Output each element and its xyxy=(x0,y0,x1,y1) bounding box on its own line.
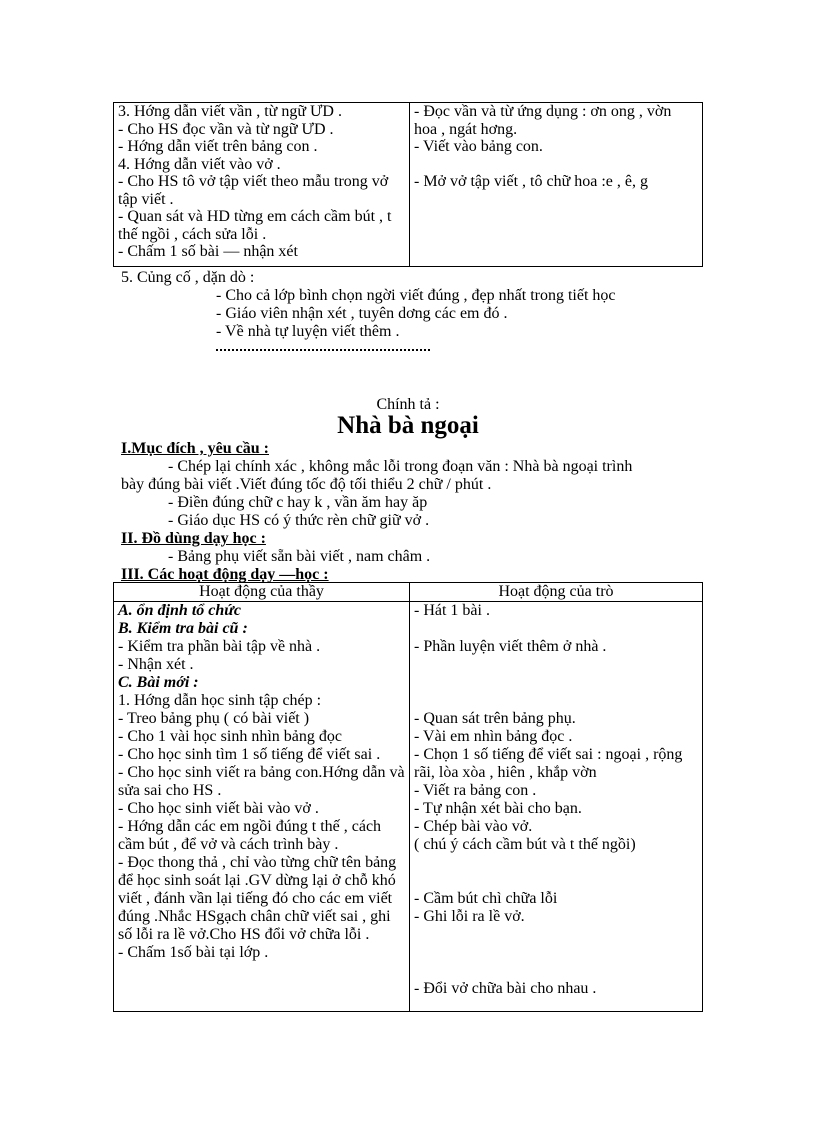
text-line: - Cho học sinh viết bài vào vở . xyxy=(118,800,319,817)
text-line: - Tự nhận xét bài cho bạn. xyxy=(414,800,582,817)
text-line: - Hớng dẫn các em ngồi đúng t thế , cách cầm bút , để vở và cách trình bày . xyxy=(118,818,382,853)
part1-item: bày đúng bài viết .Viết đúng tốc độ tối thiểu 2 chữ / phút . xyxy=(121,476,492,493)
text-line: - Chấm 1số bài tại lớp . xyxy=(118,944,269,961)
teacher-column-header: Hoạt động của thầy xyxy=(114,583,410,602)
text-line: - Vài em nhìn bảng đọc . xyxy=(414,728,573,745)
dotted-separator xyxy=(216,349,430,351)
text-line: - Hớng dẫn viết trên bảng con . xyxy=(118,138,318,155)
text-line: 1. Hớng dẫn học sinh tập chép : xyxy=(118,692,322,709)
text-line: - Quan sát trên bảng phụ. xyxy=(414,710,576,727)
text-line: - Quan sát và HD từng em cách cầm bút , t thế ngồi , cách sửa lỗi . xyxy=(118,208,392,243)
section-5-item: - Cho cả lớp bình chọn ngời viết đúng , đẹp nhất trong tiết học xyxy=(216,287,616,304)
text-line: - Nhận xét . xyxy=(118,656,194,673)
student-column-header: Hoạt động của trò xyxy=(410,583,703,602)
text-line: - Cho học sinh viết ra bảng con.Hớng dẫn và sửa sai cho HS . xyxy=(118,764,405,799)
text-line: - Đổi vở chữa bài cho nhau . xyxy=(414,980,597,997)
section-5-heading: 5. Củng cố , dặn dò : xyxy=(121,269,255,286)
text-line: - Phần luyện viết thêm ở nhà . xyxy=(414,638,607,655)
lesson-subject: Chính tả : xyxy=(376,396,440,413)
text-line: - Viết vào bảng con. xyxy=(414,138,543,155)
part3-heading: III. Các hoạt động dạy —học : xyxy=(121,566,329,583)
text-line: - Chấm 1 số bài — nhận xét xyxy=(118,243,298,260)
text-line: - Chép bài vào vở. xyxy=(414,818,533,835)
text-line: - Mở vở tập viết , tô chữ hoa :e , ê, g xyxy=(414,173,648,190)
text-line: - Hát 1 bài . xyxy=(414,602,490,619)
text-line: - Kiểm tra phần bài tập về nhà . xyxy=(118,638,321,655)
text-line: 3. Hớng dẫn viết vần , từ ngữ ƯD . xyxy=(118,103,342,120)
writing-activities-table xyxy=(113,102,703,267)
student-activities-cell xyxy=(410,602,703,1012)
text-line: - Ghi lỗi ra lề vở. xyxy=(414,908,525,925)
text-line: ( chú ý cách cầm bút và t thế ngồi) xyxy=(414,836,636,853)
text-line: 4. Hớng dẫn viết vào vở . xyxy=(118,155,281,173)
part1-item: - Chép lại chính xác , không mắc lỗi trong đoạn văn : Nhà bà ngoại trình xyxy=(168,458,633,475)
part1-item: - Điền đúng chữ c hay k , vần ăm hay ăp xyxy=(168,494,428,511)
activity-heading: A. ổn định tổ chức xyxy=(118,602,241,619)
text-line: - Chọn 1 số tiếng để viết sai : ngoại , rộng rãi, lòa xòa , hiên , khắp vờn xyxy=(414,746,683,781)
text-line: - Cầm bút chì chữa lỗi xyxy=(414,890,558,907)
activity-heading: B. Kiểm tra bài cũ : xyxy=(118,620,248,637)
lesson-title: Nhà bà ngoại xyxy=(337,412,479,439)
text-line: - Cho học sinh tìm 1 số tiếng để viết sai . xyxy=(118,746,381,763)
text-line: - Cho 1 vài học sinh nhìn bảng đọc xyxy=(118,728,342,745)
part1-item: - Giáo dục HS có ý thức rèn chữ giữ vở . xyxy=(168,512,430,529)
part1-heading: I.Mục đích , yêu cầu : xyxy=(121,440,269,457)
text-line: - Cho HS tô vở tập viết theo mẫu trong vở tập viết . xyxy=(118,173,389,208)
section-5-item: - Giáo viên nhận xét , tuyên dơng các em đó . xyxy=(216,305,508,322)
activity-heading: C. Bài mới : xyxy=(118,674,199,691)
text-line: - Treo bảng phụ ( có bài viết ) xyxy=(118,710,310,727)
part2-heading: II. Đồ dùng dạy học : xyxy=(121,530,266,547)
text-line: - Cho HS đọc vần và từ ngữ ƯD . xyxy=(118,120,334,138)
student-activities-cell xyxy=(410,103,703,267)
text-line: - Đọc thong thả , chỉ vào từng chữ tên bảng để học sinh soát lại .GV dừng lại ở chỗ khó viết , đánh vần lại tiếng đó cho các em viết đúng .Nhắc HSgạch chân chữ viết sai , ghi số lỗi ra lề vở.Cho HS đổi vở chữa lỗi . xyxy=(118,854,397,943)
teacher-activities-cell xyxy=(114,602,410,1012)
section-5-item: - Về nhà tự luyện viết thêm . xyxy=(216,323,400,340)
text-line: - Viết ra bảng con . xyxy=(414,782,537,799)
teacher-activities-cell xyxy=(114,103,410,267)
part2-item: - Bảng phụ viết sẵn bài viết , nam châm . xyxy=(168,548,431,565)
lesson-activities-table xyxy=(113,582,703,1012)
text-line: - Đọc vần và từ ứng dụng : ơn ong , vờn hoa , ngát hơng. xyxy=(414,103,672,138)
